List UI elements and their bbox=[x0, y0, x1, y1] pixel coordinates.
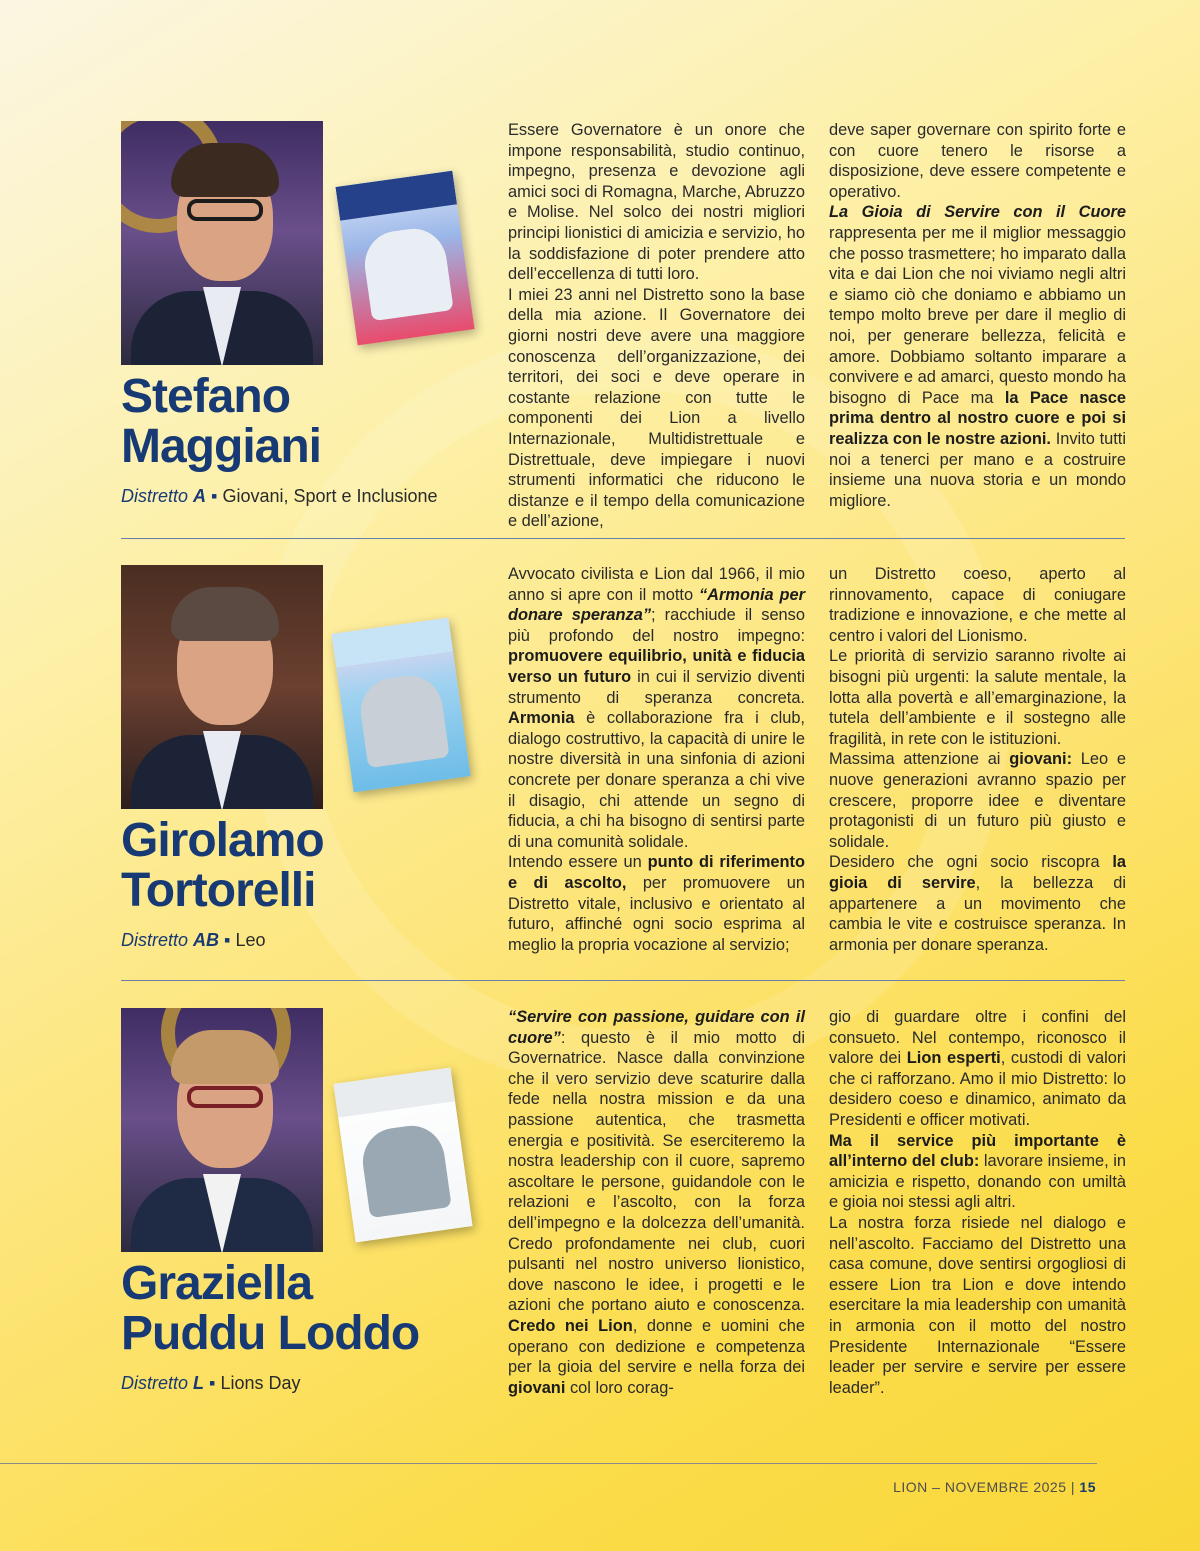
text-column-right: un Distretto coeso, aperto al rinnovamento, capace di coniugare tradizione e innovazione, e che mette al centro i valori del Lionismo. Le priorità di servizio saranno rivolte ai bisogni più urgenti: la salute mentale, la lotta alla povertà e all’emarginazione, la tutela dell’ambiente e il sostegno alle fragilità, in rete con le istituzioni. Massima attenzione ai giovani: Leo e nuove generazioni avranno spazio per crescere, proporre idee e diventare protagonisti di un futuro più giusto e solidale. Desidero che ogni socio riscopra la gioia di servire, la bellezza di appartenere a un movimento che cambia le vite e costruisce speranza. In armonia per donare speranza. bbox=[829, 565, 1126, 954]
footer-separator: | bbox=[1070, 1479, 1076, 1495]
governor-name: Stefano Maggiani bbox=[121, 370, 322, 473]
text-column-right: deve saper governare con spirito forte e con cuore tenero le risorse a disposizione, deve essere competente e operativo. La Gioia di Servire con il Cuore rappresenta per me il miglior messaggio che posso trasmettere; ho imparato dalla vita e dai Lion che noi viviamo negli altri e siamo ciò che doniamo e abbiamo un tempo molto breve per dare il meglio di noi, per generare bellezza, felicità e amore. Dobbiamo soltanto imparare a convivere e ad amarci, questo mondo ha bisogno di Pace ma la Pace nasce prima dentro al nostro cuore e poi si realizza con le nostre azioni. Invito tutti noi a tenerci per mano e a costruire insieme una nuova storia e un mondo migliore. bbox=[829, 121, 1127, 510]
publication-label: LION – NOVEMBRE 2025 bbox=[893, 1479, 1067, 1495]
footer-divider bbox=[0, 1463, 1097, 1464]
pennant-image bbox=[333, 1068, 472, 1243]
governor-name: Girolamo Tortorelli bbox=[121, 814, 324, 917]
governor-name: Graziella Puddu Loddo bbox=[121, 1257, 420, 1360]
portrait-photo bbox=[121, 121, 323, 365]
portrait-photo bbox=[121, 1008, 323, 1252]
text-column-left: “Servire con passione, guidare con il cuore”: questo è il mio motto di Governatrice. Nasce dalla convinzione che il vero servizio deve scaturire dalla fede nella nostra mission e da una passione autentica, che trasmetta energia e positività. Se eserciteremo la nostra leadership con il cuore, sapremo ascoltare le persone, guidandole con le relazioni e l’ascolto, con la forza dell’impegno e la dolcezza dell’umanità. Credo profondamente nei club, cuori pulsanti nel nostro universo lionistico, dove nascono le idee, i progetti e le azioni che portano aiuto e conoscenza. Credo nei Lion, donne e uomini che operano con dedizione e competenza per la gioia del servire e nella forza dei giovani col loro corag- bbox=[508, 1008, 805, 1397]
pennant-image bbox=[335, 171, 474, 346]
section-divider bbox=[121, 980, 1125, 981]
page-number: 15 bbox=[1079, 1479, 1096, 1495]
text-column-left: Avvocato civilista e Lion dal 1966, il mio anno si apre con il motto “Armonia per donare speranza”; racchiude il senso più profondo del nostro impegno: promuovere equilibrio, unità e fiducia verso un futuro in cui il servizio diventi strumento di speranza concreta. Armonia è collaborazione fra i club, dialogo costruttivo, la capacità di unire le nostre diversità in una sinfonia di azioni concrete per donare speranza a chi vive il disagio, chi attende un segno di fiducia, a chi ha bisogno di sentirsi parte di una comunità solidale. Intendo essere un punto di riferimento e di ascolto, per promuovere un Distretto vitale, inclusivo e orientato al futuro, affinché ogni socio esprima al meglio la propria vocazione al servizio; bbox=[508, 565, 806, 954]
text-column-left: Essere Governatore è un onore che impone responsabilità, studio continuo, impegno, presenza e devozione agli amici soci di Romagna, Marche, Abruzzo e Molise. Nel solco dei nostri migliori principi lionistici di amicizia e servizio, ho la soddisfazione di poter prendere atto dell’eccellenza di tutti loro. I miei 23 anni nel Distretto sono la base della mia azione. Il Governatore dei giorni nostri deve avere una maggiore conoscenza dell’organizzazione, dei territori, dei soci e deve operare in costante relazione con tutte le componenti dei Lion a livello Internazionale, Multidistrettuale e Distrettuale, deve impiegare i nuovi strumenti informatici che riducono le distanze e il tempo della comunicazione e dell’azione, bbox=[508, 121, 805, 531]
district-caption: Distretto L ▪ Lions Day bbox=[121, 1373, 301, 1393]
text-column-right: gio di guardare oltre i confini del consueto. Nel contempo, riconosco il valore dei Lion esperti, custodi di valori che ci rafforzano. Amo il mio Distretto: lo desidero coeso e dinamico, animato da Presidenti e officer motivati. Ma il service più importante è all’interno del club: lavorare insieme, in amicizia e rispetto, donando con umiltà e gioia noi stessi agli altri. La nostra forza risiede nel dialogo e nell’ascolto. Facciamo del Distretto una casa comune, dove sentirsi orgogliosi di essere Lion tra Lion e dove intendo esercitare la mia leadership con umanità in armonia con il motto del nostro Presidente Internazionale “Essere leader per servire e servire per essere leader”. bbox=[829, 1008, 1127, 1397]
portrait-photo bbox=[121, 565, 323, 809]
district-caption: Distretto AB ▪ Leo bbox=[121, 930, 266, 950]
pennant-image bbox=[331, 618, 470, 793]
page-footer bbox=[893, 1479, 1096, 1495]
district-caption: Distretto A ▪ Giovani, Sport e Inclusione bbox=[121, 486, 438, 506]
section-divider bbox=[121, 538, 1125, 539]
